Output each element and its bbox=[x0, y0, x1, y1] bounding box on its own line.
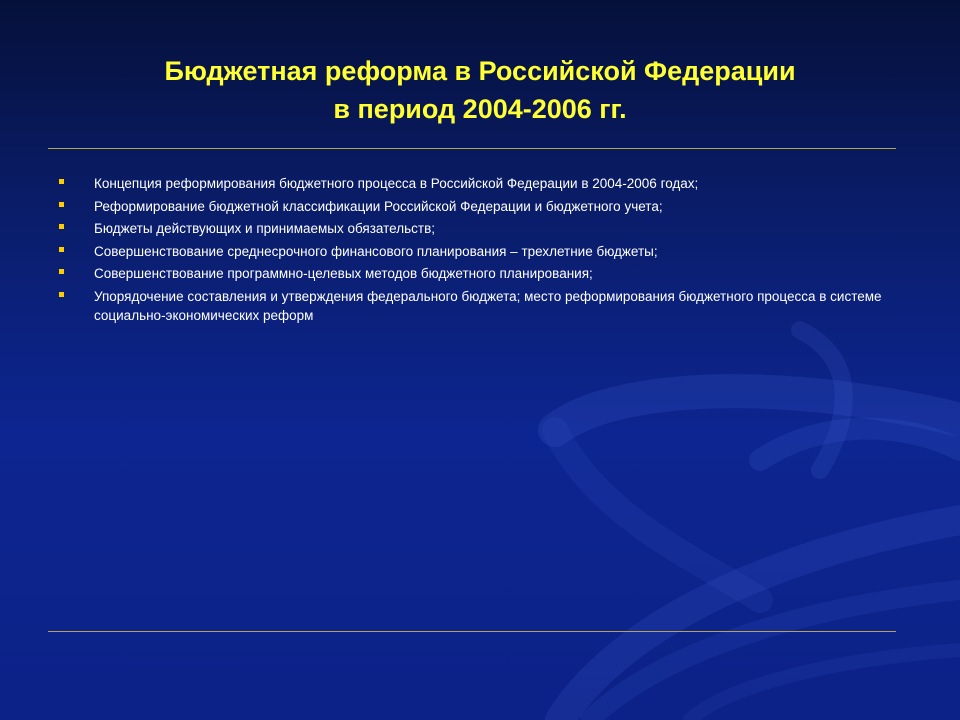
slide-title bbox=[60, 52, 900, 128]
square-bullet-icon bbox=[59, 179, 64, 184]
list-item-text: Концепция реформирования бюджетного процесса в Российской Федерации в 2004-2006 годах; bbox=[94, 176, 699, 191]
square-bullet-icon bbox=[59, 247, 64, 252]
list-item bbox=[56, 219, 886, 238]
list-item bbox=[56, 174, 886, 193]
list-item-text: Совершенствование среднесрочного финансового планирования – трехлетние бюджеты; bbox=[94, 243, 658, 259]
list-item bbox=[56, 287, 886, 325]
list-item-text: Реформирование бюджетной классификации Российской Федерации и бюджетного учета; bbox=[94, 198, 663, 214]
square-bullet-icon bbox=[59, 202, 64, 207]
list-item-text: Бюджеты действующих и принимаемых обязательств; bbox=[94, 221, 435, 236]
bottom-divider bbox=[48, 631, 896, 632]
list-item bbox=[56, 197, 886, 216]
list-item-text: Совершенствование программно-целевых методов бюджетного планирования; bbox=[94, 266, 593, 281]
top-divider bbox=[48, 148, 896, 149]
bullet-list bbox=[56, 174, 886, 328]
slide-title-line-2: в период 2004-2006 гг. bbox=[333, 94, 627, 124]
square-bullet-icon bbox=[59, 292, 64, 297]
square-bullet-icon bbox=[59, 224, 64, 229]
square-bullet-icon bbox=[59, 269, 64, 274]
list-item bbox=[56, 242, 886, 261]
list-item bbox=[56, 264, 886, 283]
list-item-text: Упорядочение составления и утверждения федерального бюджета; место реформирования бюджетного процесса в системе социально-экономических реформ bbox=[94, 288, 882, 323]
slide-title-line-1: Бюджетная реформа в Российской Федерации bbox=[164, 56, 796, 86]
